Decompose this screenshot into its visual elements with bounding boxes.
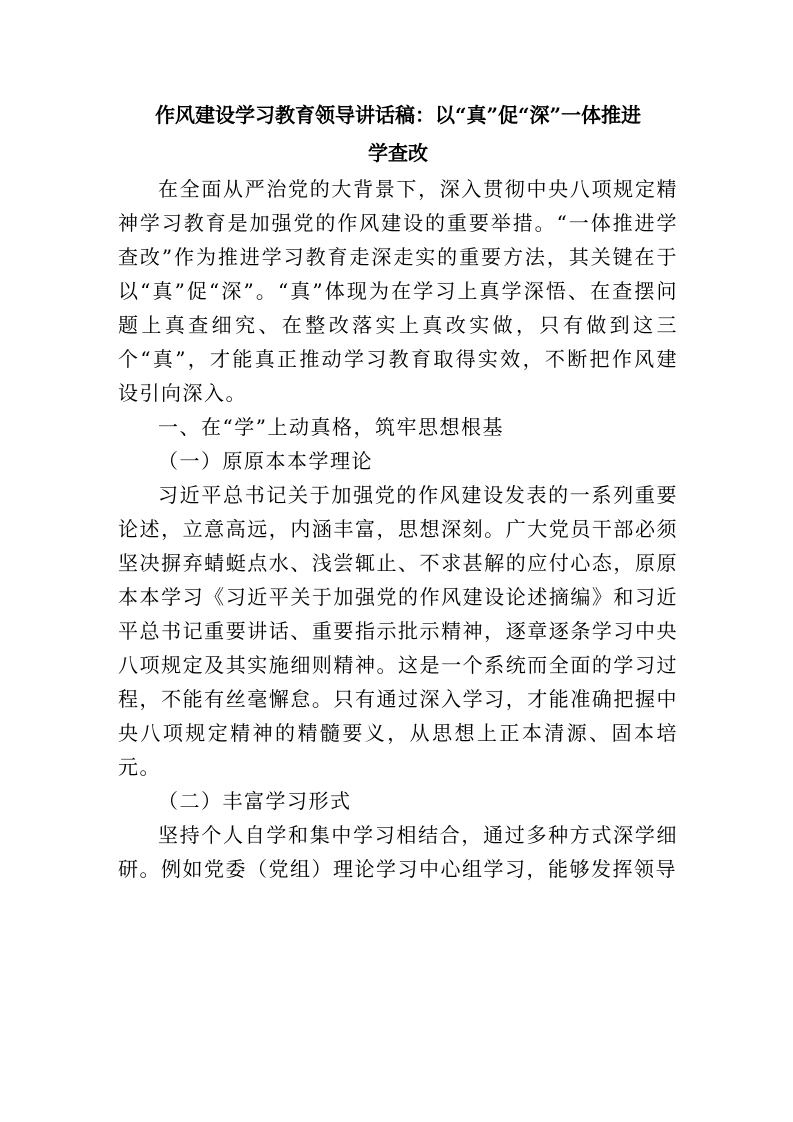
document-title [118, 96, 678, 172]
subsection-2-paragraph: 坚持个人自学和集中学习相结合，通过多种方式深学细研。例如党委（党组）理论学习中心组学习，能够发挥领导 [118, 823, 678, 881]
document-body [118, 96, 678, 886]
title-line-1: 作风建设学习教育领导讲话稿：以“真”促“深”一体推进 [154, 103, 641, 127]
intro-paragraph: 在全面从严治党的大背景下，深入贯彻中央八项规定精神学习教育是加强党的作风建设的重要举措。“一体推进学查改”作为推进学习教育走深走实的重要方法，其关键在于以“真”促“深”。“真”体现为在学习上真学深悟、在查摆问题上真查细究、在整改落实上真改实做，只有做到这三个“真”，才能真正推动学习教育取得实效，不断把作风建设引向深入。 [118, 177, 678, 405]
subsection-1-paragraph: 习近平总书记关于加强党的作风建设发表的一系列重要论述，立意高远，内涵丰富，思想深刻。广大党员干部必须坚决摒弃蜻蜓点水、浅尝辄止、不求甚解的应付心态，原原本本学习《习近平关于加强党的作风建设论述摘编》和习近平总书记重要讲话、重要指示批示精神，逐章逐条学习中央八项规定及其实施细则精神。这是一个系统而全面的学习过程，不能有丝毫懈怠。只有通过深入学习，才能准确把握中央八项规定精神的精髓要义，从思想上正本清源、固本培元。 [118, 483, 678, 779]
section-1-heading: 一、在“学”上动真格，筑牢思想根基 [158, 415, 504, 439]
title-line-2: 学查改 [368, 141, 428, 165]
subsection-1-heading: （一）原原本本学理论 [158, 449, 373, 473]
subsection-2-heading: （二）丰富学习形式 [158, 789, 352, 813]
